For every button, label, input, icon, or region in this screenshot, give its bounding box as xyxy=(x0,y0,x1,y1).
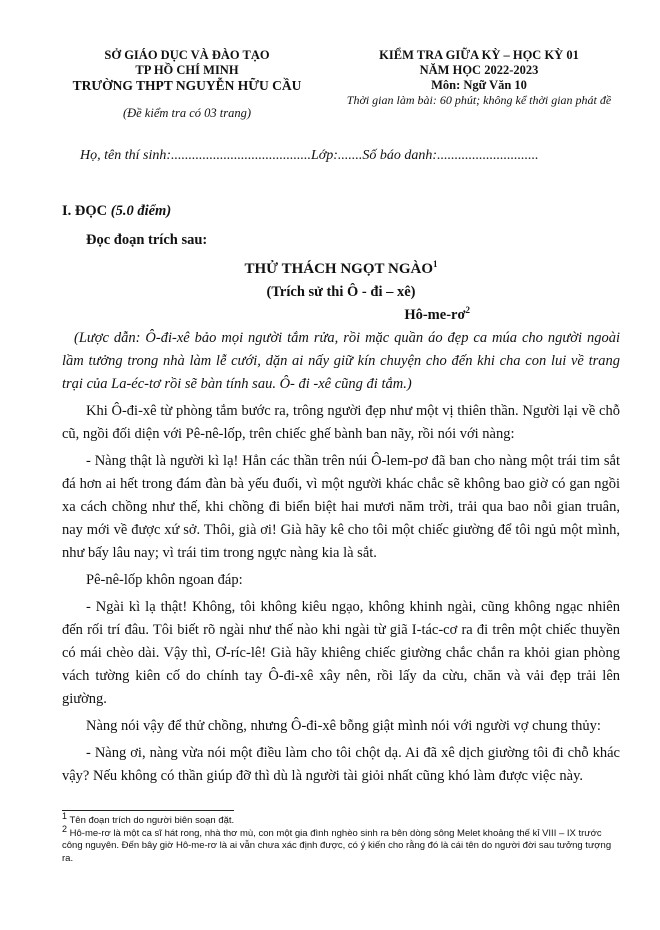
footnotes xyxy=(62,810,620,865)
school-name: TRƯỜNG THPT NGUYỄN HỮU CẦU xyxy=(72,78,302,93)
passage-title-text: THỬ THÁCH NGỌT NGÀO xyxy=(244,261,433,277)
exam-title: KIỂM TRA GIỮA KỲ – HỌC KỲ 01 xyxy=(379,48,579,62)
reading-section xyxy=(62,200,620,788)
city-name: TP HỒ CHÍ MINH xyxy=(135,63,239,77)
footnote-ref-1: 1 xyxy=(433,259,438,269)
student-info-line: Họ, tên thí sinh:........................................Lớp:.......Số báo danh:............................. xyxy=(80,148,539,163)
paragraph: Khi Ô-đi-xê từ phòng tắm bước ra, trông người đẹp như một vị thiên thần. Người lại về chỗ cũ, ngồi đối diện với Pê-nê-lốp, trên chiếc ghế bành ban nãy, rồi nói với nàng: xyxy=(62,403,620,442)
passage-subtitle: (Trích sử thi Ô - đi – xê) xyxy=(266,284,416,300)
department-name: SỞ GIÁO DỤC VÀ ĐÀO TẠO xyxy=(104,48,270,62)
exam-header xyxy=(318,48,640,108)
section-heading xyxy=(62,200,620,223)
subject: Môn: Ngữ Văn 10 xyxy=(431,78,527,92)
footnote-2 xyxy=(62,823,620,866)
passage-author xyxy=(62,304,620,327)
paragraph: - Nàng ơi, nàng vừa nói một điều làm cho tôi chột dạ. Ai đã xê dịch giường tôi đi chỗ khác vậy? Nếu không có thần giúp đỡ thì dù là người tài giỏi nhất cũng khó làm được việc này. xyxy=(62,745,620,784)
footnote-divider xyxy=(62,810,234,811)
time-limit: Thời gian làm bài: 60 phút; không kể thời gian phát đề xyxy=(346,93,612,107)
footnote-1 xyxy=(62,810,620,828)
footnote-number: 1 xyxy=(62,810,68,821)
section-title: I. ĐỌC xyxy=(62,203,108,219)
school-header xyxy=(62,48,312,121)
section-points: (5.0 điểm) xyxy=(110,203,172,219)
paragraph: Nàng nói vậy để thử chồng, nhưng Ô-đi-xê bỗng giật mình nói với người vợ chung thủy: xyxy=(86,718,601,734)
school-year: NĂM HỌC 2022-2023 xyxy=(419,63,539,77)
author-name: Hô-me-rơ xyxy=(404,307,466,323)
paragraph: Pê-nê-lốp khôn ngoan đáp: xyxy=(86,572,243,588)
paragraph: - Nàng thật là người kì lạ! Hẳn các thần trên núi Ô-lem-pơ đã ban cho nàng một trái tim sắt đá hơn ai hết trong đám đàn bà yếu đuối, vì một người khác chắc sẽ không bao giờ có gan ngồi xa cách chồng như thế, khi chồng đi biển biệt hai mươi năm trời, trải qua bao nỗi gian truân, nay mới về được xứ sở. Thôi, già ơi! Già hãy kê cho tôi một chiếc giường để tôi ngủ một mình, như bấy lâu nay; vì trái tim trong ngực nàng kia là sắt. xyxy=(62,453,620,561)
footnote-number: 2 xyxy=(62,823,68,834)
footnote-ref-2: 2 xyxy=(465,305,470,316)
footnote-text: Tên đoạn trích do người biên soạn đặt. xyxy=(69,815,235,826)
paragraph: - Ngài kì lạ thật! Không, tôi không kiêu ngạo, không khinh ngài, cũng không ngạc nhiên đến rối trí đâu. Tôi biết rõ ngài như thế nào khi ngài từ giã I-tác-cơ ra đi trên một chiếc thuyền có mái chèo dài. Vậy thì, Ơ-ríc-lê! Già hãy khiêng chiếc giường chắc chắn ra khỏi gian phòng vách tường kiên cố do chính tay Ô-đi-xê xây nên, rồi lấy da cừu, chăn và vải đẹp trải lên giường. xyxy=(62,599,620,707)
footnote-text: Hô-me-rơ là một ca sĩ hát rong, nhà thơ mù, con một gia đình nghèo sinh ra bên dòng sông Melet khoảng thế kỉ VIII – IX trước công nguyên. Đến bây giờ Hô-me-rơ là ai vẫn chưa xác định được, có ý kiến cho rằng đó là cái tên do người đời sau tưởng tượng ra. xyxy=(62,827,612,864)
page-count-note: (Đề kiểm tra có 03 trang) xyxy=(122,106,252,120)
instruction: Đọc đoạn trích sau: xyxy=(86,232,208,248)
passage-title xyxy=(62,258,620,281)
passage-summary: (Lược dẫn: Ô-đi-xê bảo mọi người tắm rửa, rồi mặc quần áo đẹp ca múa cho người ngoài lầm tưởng trong nhà làm lễ cưới, dặn ai nấy giữ kín chuyện cho đến khi cha con lui về trang trại của La-éc-tơ rồi sẽ bàn tính sau. Ô- đi -xê cũng đi tắm.) xyxy=(62,330,620,392)
